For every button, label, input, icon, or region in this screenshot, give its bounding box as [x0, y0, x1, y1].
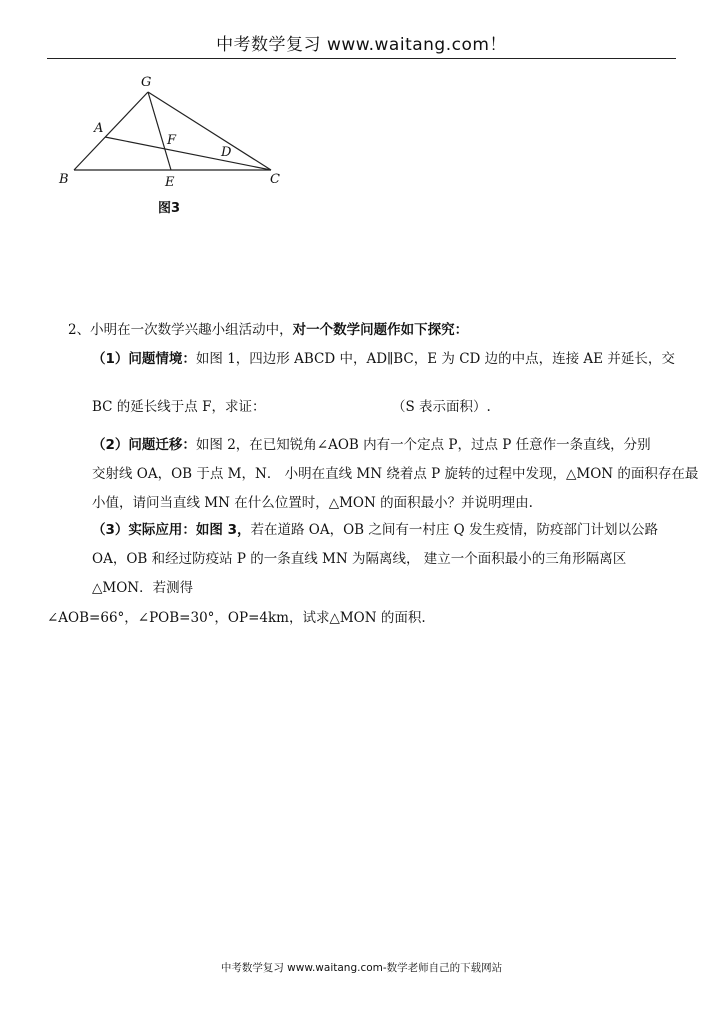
part1-text-2a: BC 的延长线于点 F，求证：: [92, 399, 266, 415]
label-a: A: [94, 121, 104, 136]
part3-line2: [92, 550, 626, 568]
part2-label: （2）问题迁移：: [92, 437, 196, 453]
part3-text-2: OA，OB 和经过防疫站 P 的一条直线 MN 为隔离线， 建立一个面积最小的三角形隔离区: [92, 551, 627, 567]
problem-intro-text: 小明在一次数学兴趣小组活动中，: [90, 322, 293, 338]
part3-text-1: 若在道路 OA，OB 之间有一村庄 Q 发生疫情，防疫部门计划以公路: [250, 522, 659, 538]
part3-line3: [92, 579, 193, 597]
part1-text-1: 如图 1，四边形 ABCD 中，AD∥BC，E 为 CD 边的中点，连接 AE 并延长，交: [195, 351, 675, 367]
problem-number: 2、: [68, 322, 91, 338]
problem-intro: [68, 321, 468, 339]
part2-line2: [92, 465, 698, 483]
part2-line3: [92, 494, 533, 512]
part2-line1: [92, 436, 651, 454]
label-f: F: [167, 133, 177, 148]
part1-label: （1）问题情境：: [92, 351, 196, 367]
part2-text-3: 小值，请问当直线 MN 在什么位置时，△MON 的面积最小？并说明理由.: [92, 495, 533, 511]
label-d: D: [221, 145, 232, 160]
part3-line4: [47, 609, 426, 627]
figure-caption: 图3: [158, 201, 181, 216]
header-divider: [47, 58, 676, 59]
part3-text-3: △MON．若测得: [92, 580, 194, 596]
geometry-figure-3: [56, 72, 296, 222]
page-header: 中考数学复习 www.waitang.com！: [216, 35, 507, 55]
part1-text-2b: （S 表示面积）.: [392, 399, 491, 415]
triangle-diagram: [56, 72, 296, 222]
label-g: G: [141, 75, 152, 90]
part2-text-2: 交射线 OA，OB 于点 M，N． 小明在直线 MN 绕着点 P 旋转的过程中发现，△MON 的面积存在最: [92, 466, 699, 482]
part2-text-1: 如图 2，在已知锐角∠AOB 内有一个定点 P，过点 P 任意作一条直线，分别: [195, 437, 651, 453]
label-b: B: [59, 172, 69, 187]
part3-text-4: ∠AOB=66°，∠POB=30°，OP=4km，试求△MON 的面积.: [47, 610, 426, 626]
label-e: E: [165, 175, 175, 190]
label-c: C: [270, 172, 280, 187]
part1-line2: [92, 398, 265, 416]
part1-line2-tail: [392, 398, 491, 416]
part3-line1: [92, 521, 658, 539]
part3-label: （3）实际应用：如图 3，: [92, 522, 251, 538]
problem-intro-bold: 对一个数学问题作如下探究：: [292, 322, 469, 338]
page-footer: 中考数学复习 www.waitang.com-数学老师自己的下载网站: [220, 962, 503, 974]
part1-line1: [92, 350, 675, 368]
segment-gb: [74, 92, 148, 170]
